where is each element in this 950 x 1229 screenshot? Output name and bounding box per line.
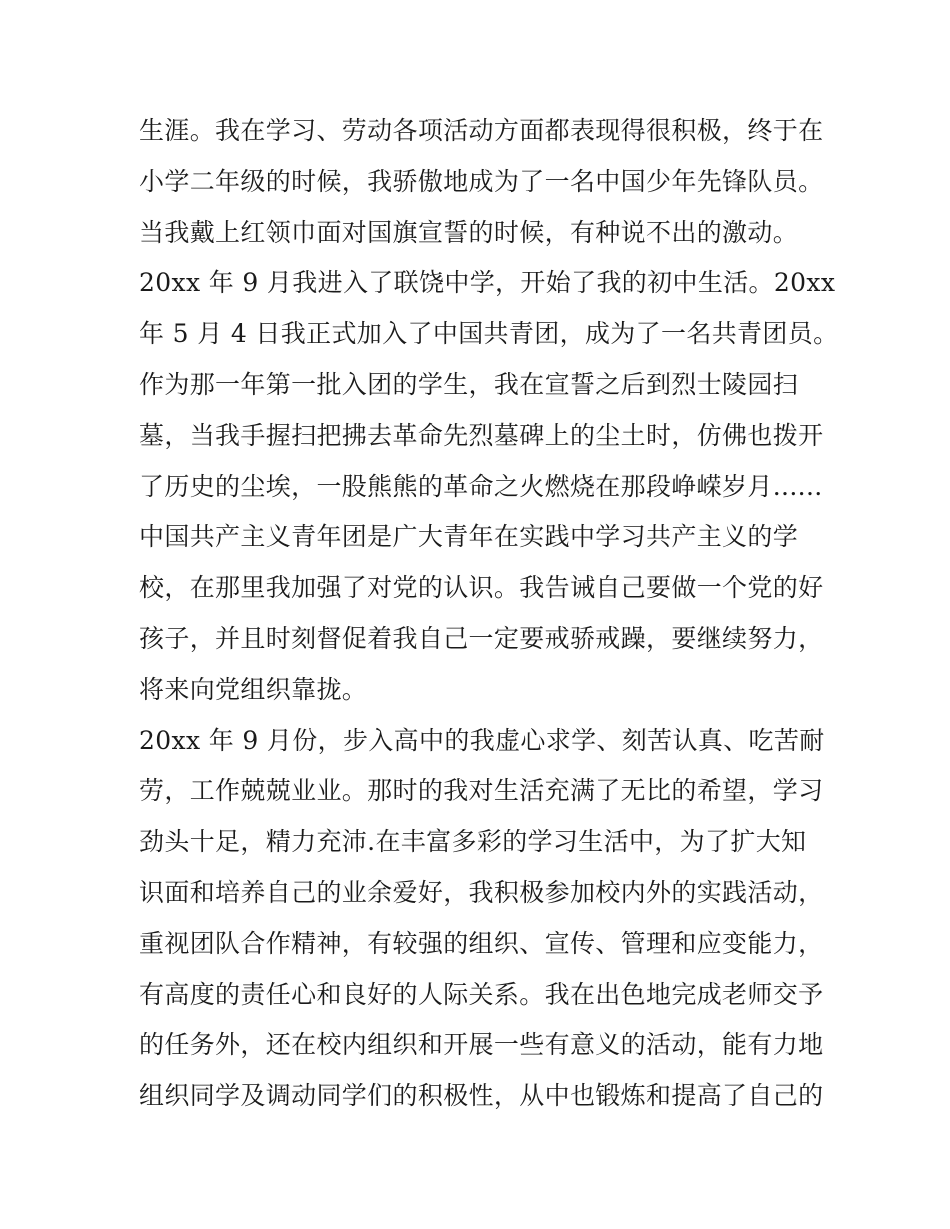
text-line: 劳，工作兢兢业业。那时的我对生活充满了无比的希望，学习	[139, 776, 824, 806]
text-line: 作为那一年第一批入团的学生，我在宣誓之后到烈士陵园扫	[139, 369, 799, 399]
text-line: 生涯。我在学习、劳动各项活动方面都表现得很积极，终于在	[139, 116, 824, 145]
body-text	[139, 106, 839, 1122]
text-line: 校，在那里我加强了对党的认识。我告诫自己要做一个党的好	[139, 573, 824, 603]
text-line: 的任务外，还在校内组织和开展一些有意义的活动，能有力地	[139, 1030, 824, 1060]
text-line: 墓，当我手握扫把拂去革命先烈墓碑上的尘土时，仿佛也拨开	[139, 420, 824, 450]
text-line: 劲头十足，精力充沛.在丰富多彩的学习生活中，为了扩大知	[139, 827, 807, 857]
text-line: 孩子，并且时刻督促着我自己一定要戒骄戒躁，要继续努力，	[139, 623, 824, 653]
text-line: 有高度的责任心和良好的人际关系。我在出色地完成老师交予	[139, 979, 824, 1009]
text-line: 组织同学及调动同学们的积极性，从中也锻炼和提高了自己的	[139, 1081, 824, 1111]
text-line: 识面和培养自己的业余爱好，我积极参加校内外的实践活动，	[139, 877, 824, 907]
text-line: 将来向党组织靠拢。	[139, 674, 368, 704]
text-line: 20xx 年 9 月份，步入高中的我虚心求学、刻苦认真、吃苦耐	[139, 725, 825, 755]
text-line: 当我戴上红领巾面对国旗宣誓的时候，有种说不出的激动。	[139, 217, 799, 247]
text-line: 中国共产主义青年团是广大青年在实践中学习共产主义的学	[139, 522, 799, 552]
text-line: 了历史的尘埃，一股熊熊的革命之火燃烧在那段峥嵘岁月......	[139, 471, 823, 501]
text-line: 年 5 月 4 日我正式加入了中国共青团，成为了一名共青团员。	[139, 319, 839, 349]
text-line: 小学二年级的时候，我骄傲地成为了一名中国少年先锋队员。	[139, 166, 824, 196]
text-line: 重视团队合作精神，有较强的组织、宣传、管理和应变能力，	[139, 928, 824, 958]
text-line: 20xx 年 9 月我进入了联饶中学，开始了我的初中生活。20xx	[139, 268, 836, 298]
